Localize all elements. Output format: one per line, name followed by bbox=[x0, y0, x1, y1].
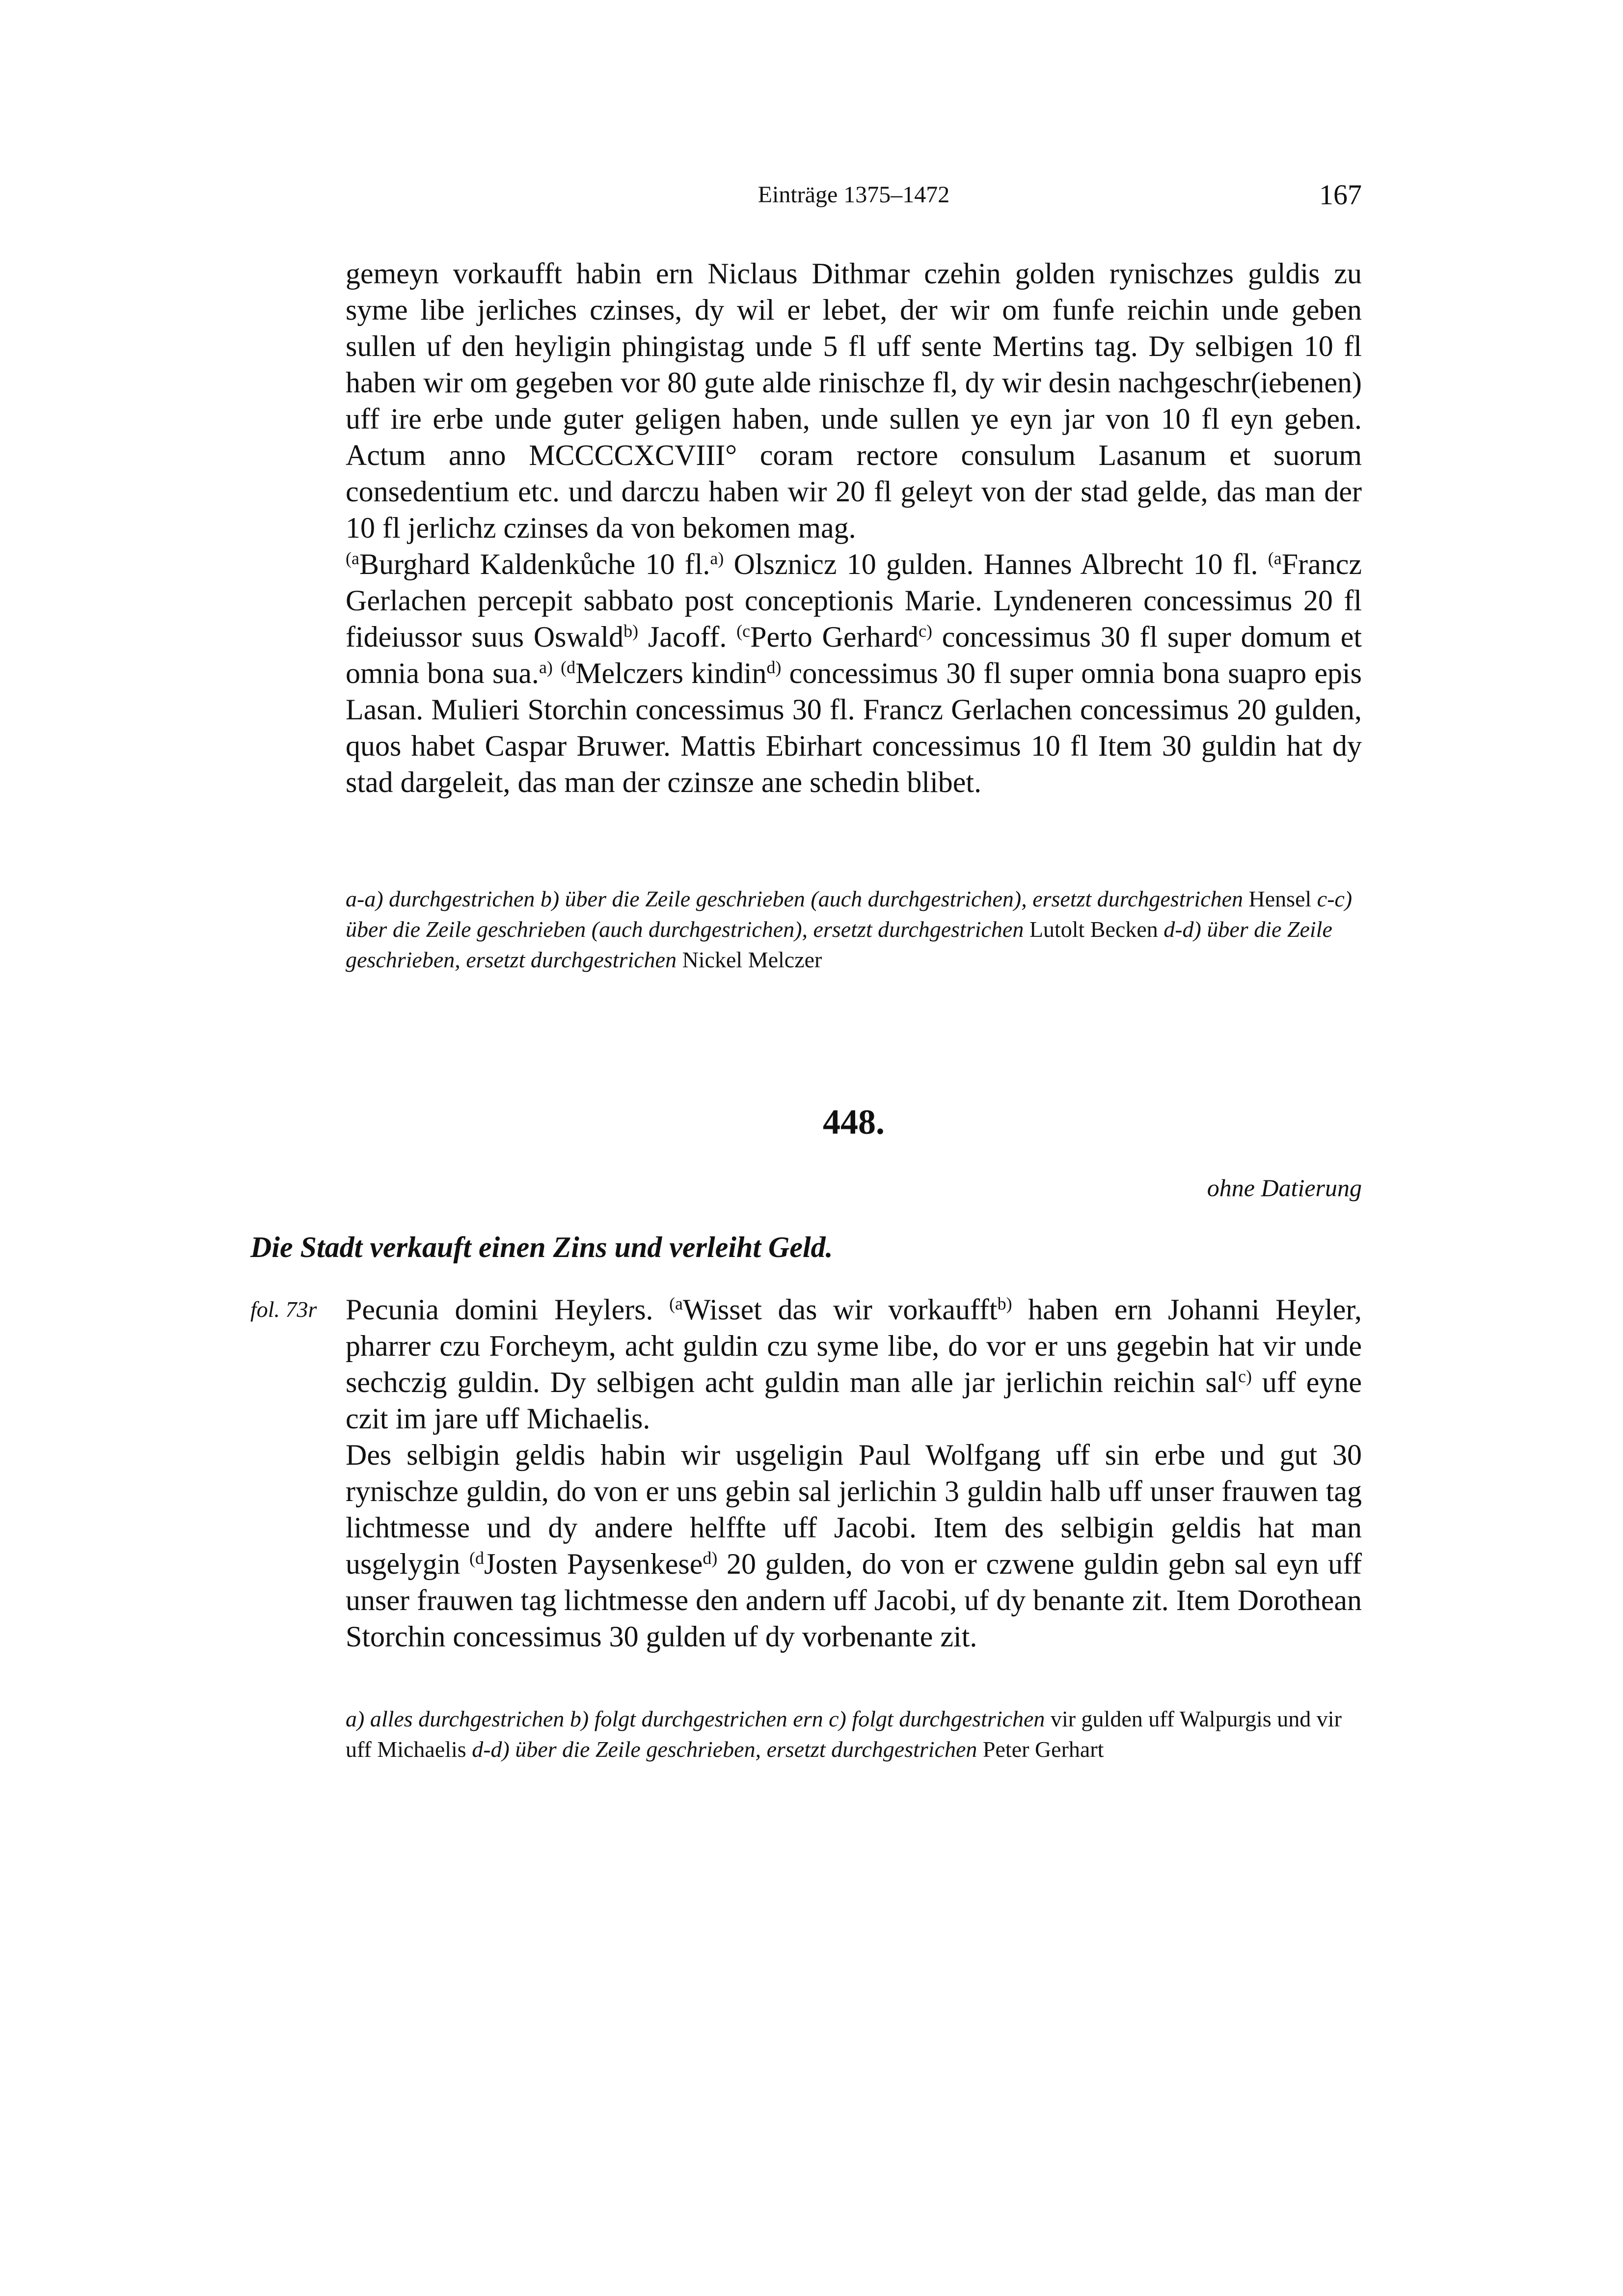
footnotes-448 bbox=[346, 1704, 1362, 1765]
footnote-marker: (d bbox=[469, 1548, 485, 1568]
folio-reference: fol. 73r bbox=[250, 1297, 317, 1322]
footnote-text: c-c) über die Zeile geschrieben (auch durchgestrichen), ersetzt durchgestrichen bbox=[346, 886, 1352, 942]
entry-448-paragraph-1 bbox=[346, 1291, 1362, 1437]
text-run: Perto Gerhard bbox=[750, 621, 919, 653]
footnote-marker: a) bbox=[539, 657, 553, 678]
footnote-marker: c) bbox=[1238, 1367, 1252, 1387]
running-title: Einträge 1375–1472 bbox=[757, 182, 950, 208]
text-run: 20 gulden, do von er czwene guldin gebn sal eyn uff unser frauwen tag lichtmesse den andern uff Jacobi, uf dy benante zit. Item Dorothean Storchin concessimus 30 gulden uf dy vorbenante zit. bbox=[346, 1548, 1362, 1653]
footnote-marker: a) bbox=[710, 548, 724, 569]
text-run: concessimus 30 fl super domum et omnia bona sua. bbox=[346, 621, 1362, 689]
footnote-marker: (a bbox=[1268, 548, 1282, 569]
text-run: uff eyne czit im jare uff Michaelis. bbox=[346, 1366, 1362, 1435]
footnote-marker: (c bbox=[736, 621, 751, 641]
footnote-text: Nickel Melczer bbox=[676, 947, 822, 972]
text-run: Wisset das wir vorkaufft bbox=[683, 1293, 998, 1326]
text-run: Josten Paysenkese bbox=[484, 1548, 703, 1580]
footnote-marker: d) bbox=[703, 1548, 718, 1568]
footnote-marker: d) bbox=[766, 657, 782, 678]
text-run: haben ern Johanni Heyler, pharrer czu Forcheym, acht guldin czu syme libe, do vor er uns gegebin hat vir unde sechczig guldin. Dy selbigen acht guldin man alle jar jerlichin reichin sal bbox=[346, 1293, 1362, 1398]
text-run bbox=[553, 657, 561, 689]
footnote-text: a-a) durchgestrichen b) über die Zeile geschrieben (auch durchgestrichen), ersetzt durchgestrichen bbox=[346, 886, 1244, 911]
footnote-text: Hensel bbox=[1243, 886, 1317, 911]
footnote-marker: b) bbox=[997, 1294, 1012, 1314]
footnote-marker: (a bbox=[346, 548, 359, 569]
page-header bbox=[346, 178, 1362, 212]
text-run: Des selbigin geldis habin wir usgeligin Paul Wolfgang uff sin erbe und gut 30 rynischze guldin, do von er uns gebin sal jerlichin 3 guldin halb uff unser frauwen tag lichtmesse und dy andere helffte uff Jacobi. Item des selbigin geldis hat man usgelygin bbox=[346, 1439, 1362, 1580]
footnote-text: d-d) über die Zeile geschrieben, ersetzt durchgestrichen bbox=[472, 1737, 977, 1762]
text-run: concessimus 30 fl super omnia bona suapro epis Lasan. Mulieri Storchin concessimus 30 fl. Francz Gerlachen concessimus 20 gulden, quos habet Caspar Bruwer. Mattis Ebirhart concessimus 10 fl Item 30 guldin hat dy stad dargeleit, das man der czinsze ane schedin blibet. bbox=[346, 657, 1362, 798]
footnote-text: Peter Gerhart bbox=[977, 1737, 1104, 1762]
footnote-marker: (d bbox=[561, 657, 576, 678]
document-title: Die Stadt verkauft einen Zins und verleiht Geld. bbox=[250, 1231, 833, 1263]
footnote-marker: (a bbox=[669, 1294, 683, 1314]
footnotes-447 bbox=[346, 884, 1362, 975]
text-run: Olsznicz 10 gulden. Hannes Albrecht 10 fl. bbox=[724, 548, 1268, 580]
text-run: Francz Gerlachen percepit sabbato post conceptionis Marie. Lyndeneren concessimus 20 fl fideiussor suus Oswald bbox=[346, 548, 1362, 653]
footnote-marker: b) bbox=[623, 621, 639, 641]
entry-448-text bbox=[346, 1291, 1362, 1655]
footnote-marker: c) bbox=[919, 621, 933, 641]
text-run: Melczers kindin bbox=[575, 657, 767, 689]
entry-447-paragraph-1: gemeyn vorkaufft habin ern Niclaus Dithmar czehin golden rynischzes guldis zu syme libe jerliches czinses, dy wil er lebet, der wir om funfe reichin unde geben sullen uf den heyligin phingistag unde 5 fl uff sente Mertins tag. Dy selbigen 10 fl haben wir om gegeben vor 80 gute alde rinischze fl, dy wir desin nachgeschr(iebenen) uff ire erbe unde guter geligen haben, unde sullen ye eyn jar von 10 fl eyn geben. Actum anno MCCCCXCVIII° coram rectore consulum Lasanum et suorum consedentium etc. und darczu haben wir 20 fl geleyt von der stad gelde, das man der 10 fl jerlichz czinses da von bekomen mag. bbox=[346, 257, 1362, 544]
footnote-text: Lutolt Becken bbox=[1024, 917, 1164, 942]
entry-447-continued-text bbox=[346, 255, 1362, 800]
document-number: 448. bbox=[823, 1102, 885, 1142]
text-run: Pecunia domini Heylers. bbox=[346, 1293, 670, 1326]
footnote-text: d-d) über die Zeile geschrieben, ersetzt durchgestrichen bbox=[346, 917, 1332, 972]
entry-447-paragraph-2 bbox=[346, 546, 1362, 800]
text-run: Burghard Kaldenkůche 10 fl. bbox=[359, 548, 710, 580]
footnote-text: a) alles durchgestrichen b) folgt durchgestrichen ern c) folgt durchgestrichen bbox=[346, 1706, 1045, 1731]
text-run: Jacoff. bbox=[638, 621, 737, 653]
footnote-text: vir gulden uff Walpurgis und vir uff Michaelis bbox=[346, 1706, 1342, 1762]
document-dating: ohne Datierung bbox=[1207, 1174, 1362, 1202]
page-number: 167 bbox=[1319, 179, 1362, 211]
entry-448-paragraph-2 bbox=[346, 1437, 1362, 1655]
